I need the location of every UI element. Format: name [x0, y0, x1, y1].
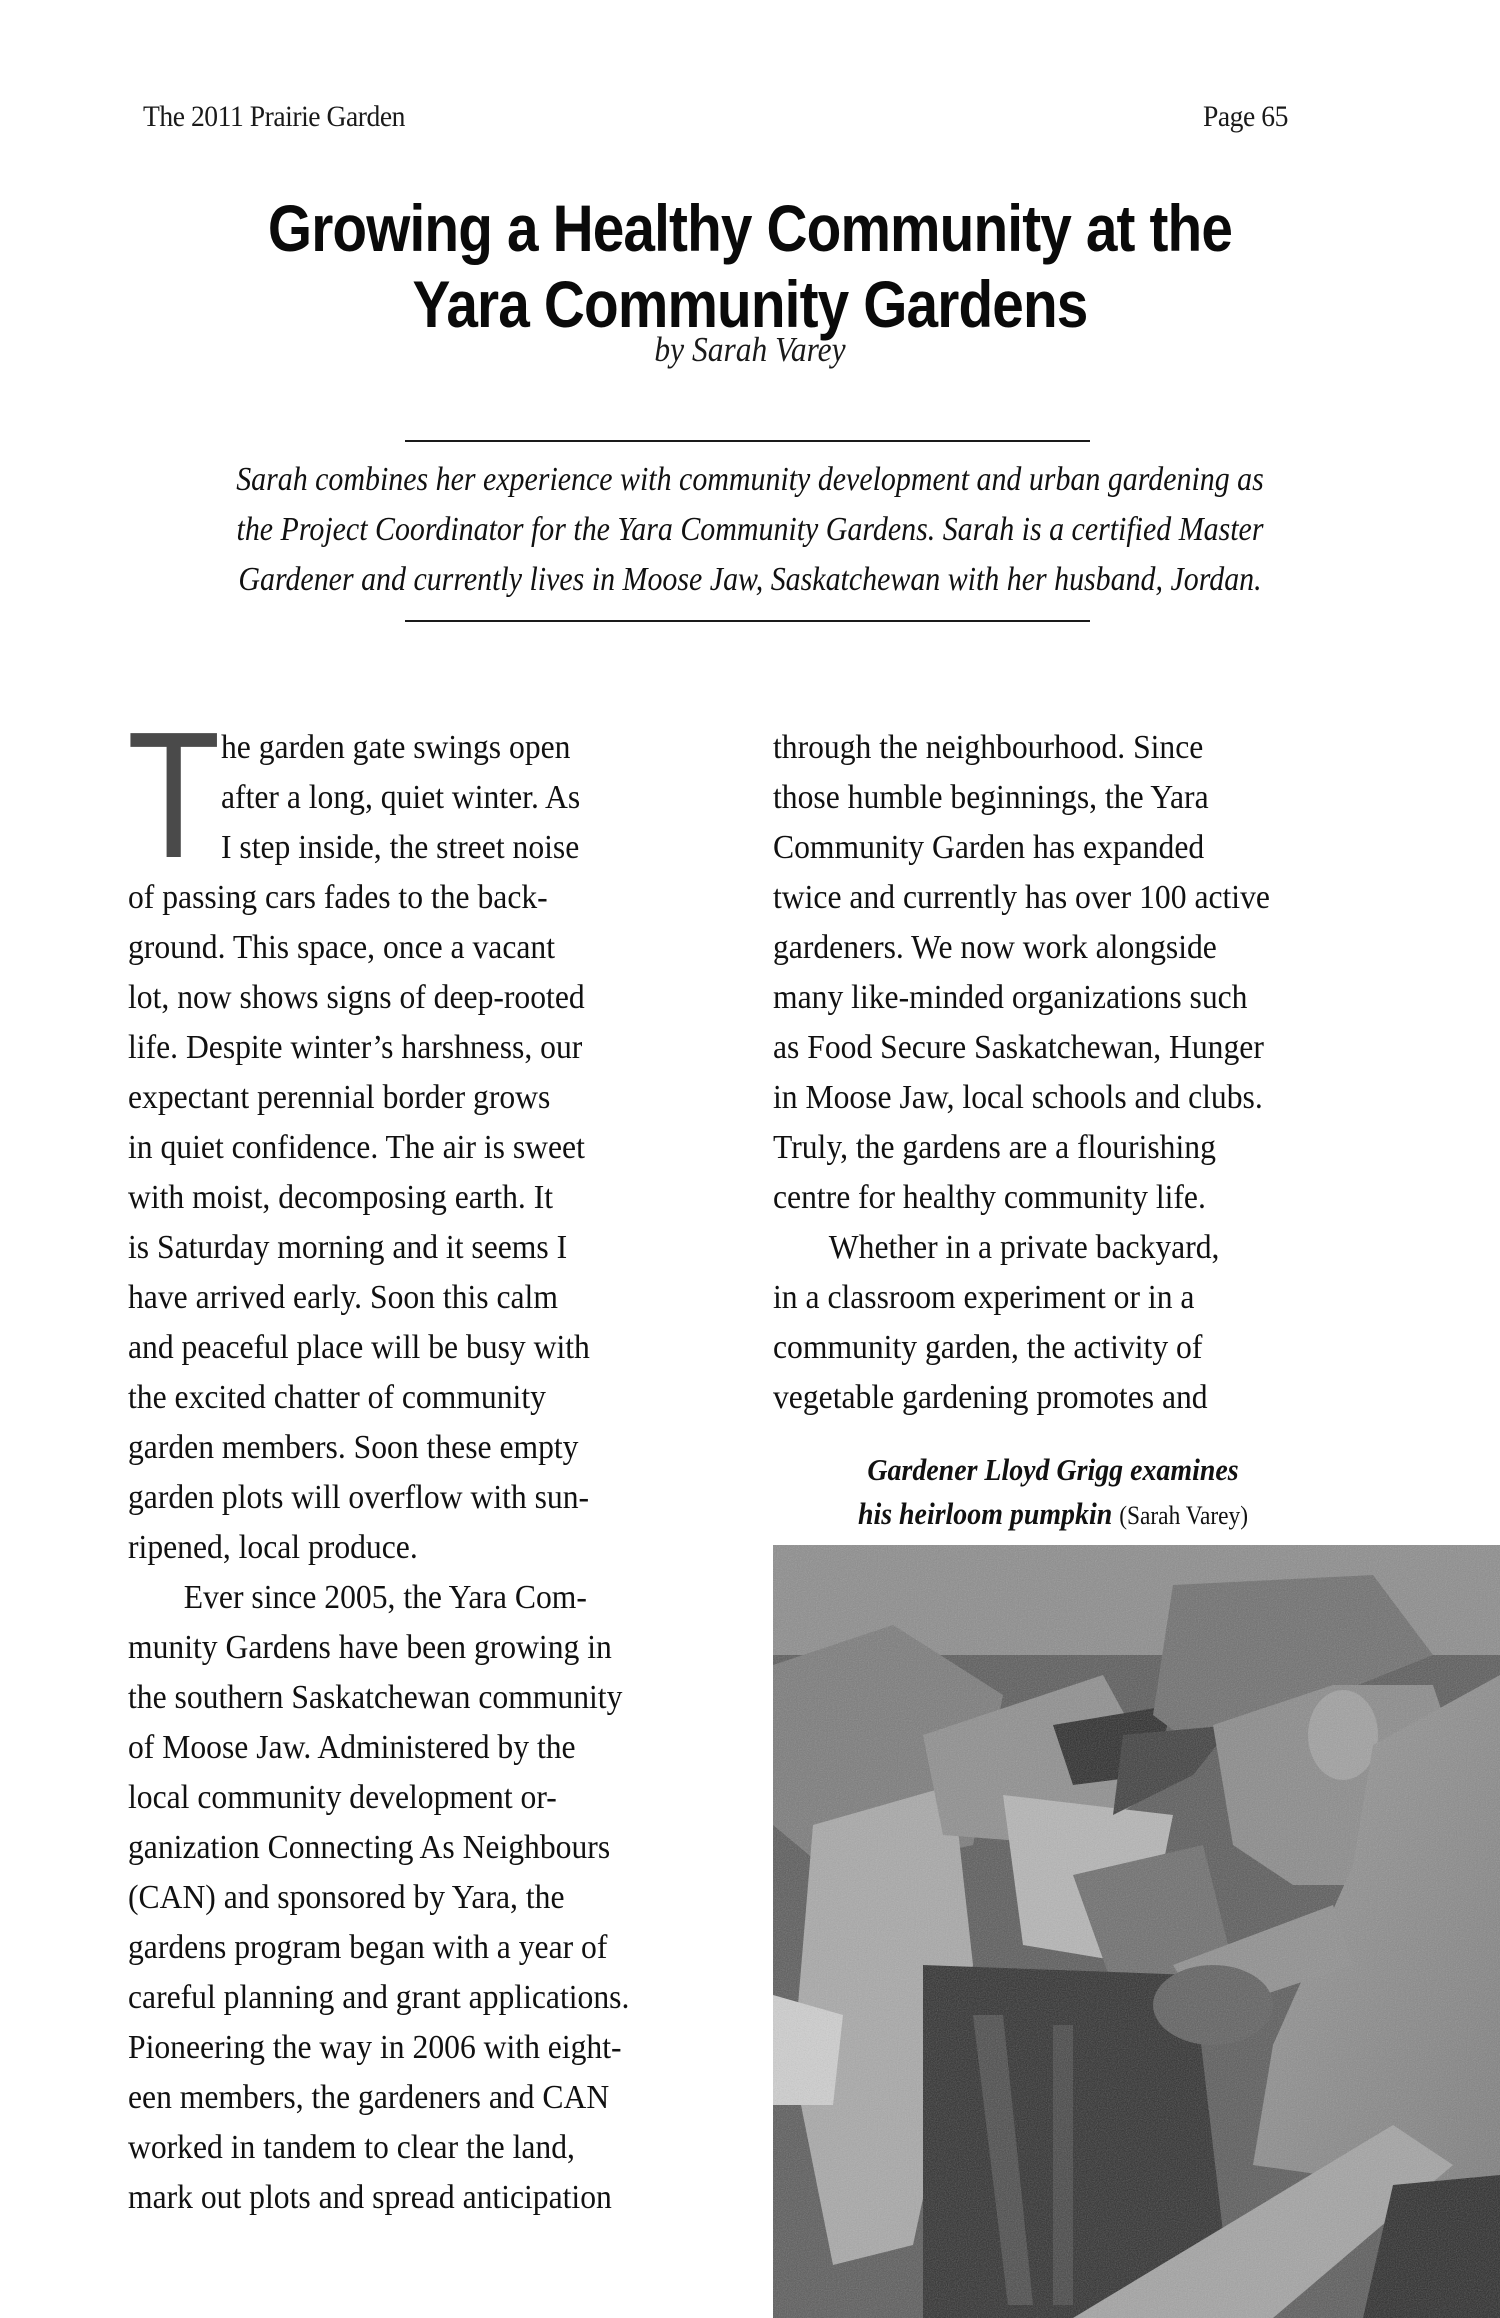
body-line: many like-minded organizations such	[773, 979, 1248, 1016]
page-number: Page 65	[1203, 100, 1288, 133]
author-bio	[110, 455, 1390, 605]
body-line: ripened, local produce.	[128, 1529, 418, 1566]
body-line: is Saturday morning and it seems I	[128, 1229, 568, 1266]
byline: by Sarah Varey	[654, 330, 846, 369]
body-line: Truly, the gardens are a flourishing	[773, 1129, 1216, 1166]
bio-line: Sarah combines her experience with community development and urban gardening as	[236, 461, 1264, 498]
body-line: those humble beginnings, the Yara	[773, 779, 1209, 816]
body-line: in a classroom experiment or in a	[773, 1279, 1195, 1316]
body-line: as Food Secure Saskatchewan, Hunger	[773, 1029, 1264, 1066]
divider-rule	[405, 620, 1090, 622]
body-line: expectant perennial border grows	[128, 1079, 551, 1116]
photo-caption	[773, 1448, 1333, 1538]
body-column-right	[773, 723, 1393, 1423]
article-title	[0, 190, 1500, 342]
body-line: gardens program began with a year of	[128, 1929, 608, 1966]
body-line: after a long, quiet winter. As	[221, 779, 581, 816]
drop-cap: T	[127, 695, 221, 896]
body-line: local community development or-	[128, 1779, 557, 1816]
body-line: lot, now shows signs of deep-rooted	[128, 979, 585, 1016]
title-line: Yara Community Gardens	[412, 267, 1088, 341]
body-line: garden plots will overflow with sun-	[128, 1479, 590, 1516]
body-line: life. Despite winter’s harshness, our	[128, 1029, 583, 1066]
body-line: Whether in a private backyard,	[828, 1229, 1220, 1266]
photo-gardener-pumpkin	[773, 1545, 1500, 2318]
body-line: he garden gate swings open	[221, 729, 571, 766]
body-line: with moist, decomposing earth. It	[128, 1179, 554, 1216]
body-line: careful planning and grant applications.	[128, 1979, 630, 2016]
body-line: the excited chatter of community	[128, 1379, 546, 1416]
title-line: Growing a Healthy Community at the	[267, 191, 1233, 265]
body-line: centre for healthy community life.	[773, 1179, 1206, 1216]
body-line: Ever since 2005, the Yara Com-	[183, 1579, 587, 1616]
article-photo	[773, 1545, 1500, 2318]
body-line: (CAN) and sponsored by Yara, the	[128, 1879, 565, 1916]
body-line: of Moose Jaw. Administered by the	[128, 1729, 576, 1766]
running-head-publication: The 2011 Prairie Garden	[143, 100, 405, 133]
body-line: and peaceful place will be busy with	[128, 1329, 590, 1366]
body-line: of passing cars fades to the back-	[128, 879, 548, 916]
body-line: mark out plots and spread anticipation	[128, 2179, 612, 2216]
body-line: garden members. Soon these empty	[128, 1429, 579, 1466]
body-line: worked in tandem to clear the land,	[128, 2129, 575, 2166]
body-line: ground. This space, once a vacant	[128, 929, 556, 966]
body-line: in quiet confidence. The air is sweet	[128, 1129, 585, 1166]
body-line: een members, the gardeners and CAN	[128, 2079, 610, 2116]
body-line: gardeners. We now work alongside	[773, 929, 1217, 966]
body-line: ganization Connecting As Neighbours	[128, 1829, 611, 1866]
bio-line: Gardener and currently lives in Moose Jaw, Saskatchewan with her husband, Jordan.	[238, 561, 1262, 598]
body-line: vegetable gardening promotes and	[773, 1379, 1208, 1416]
body-line: Community Garden has expanded	[773, 829, 1205, 866]
body-line: community garden, the activity of	[773, 1329, 1203, 1366]
body-line: have arrived early. Soon this calm	[128, 1279, 558, 1316]
body-line: munity Gardens have been growing in	[128, 1629, 612, 1666]
caption-text: his heirloom pumpkin	[857, 1496, 1113, 1531]
body-line: through the neighbourhood. Since	[773, 729, 1204, 766]
body-line: I step inside, the street noise	[221, 829, 580, 866]
body-line: twice and currently has over 100 active	[773, 879, 1270, 916]
body-line: the southern Saskatchewan community	[128, 1679, 623, 1716]
caption-text: Gardener Lloyd Grigg examines	[867, 1452, 1239, 1487]
body-line: Pioneering the way in 2006 with eight-	[128, 2029, 622, 2066]
body-column-left	[128, 723, 738, 2223]
divider-rule	[405, 440, 1090, 442]
photo-credit: (Sarah Varey)	[1119, 1501, 1249, 1530]
body-line: in Moose Jaw, local schools and clubs.	[773, 1079, 1263, 1116]
bio-line: the Project Coordinator for the Yara Community Gardens. Sarah is a certified Master	[236, 511, 1264, 548]
